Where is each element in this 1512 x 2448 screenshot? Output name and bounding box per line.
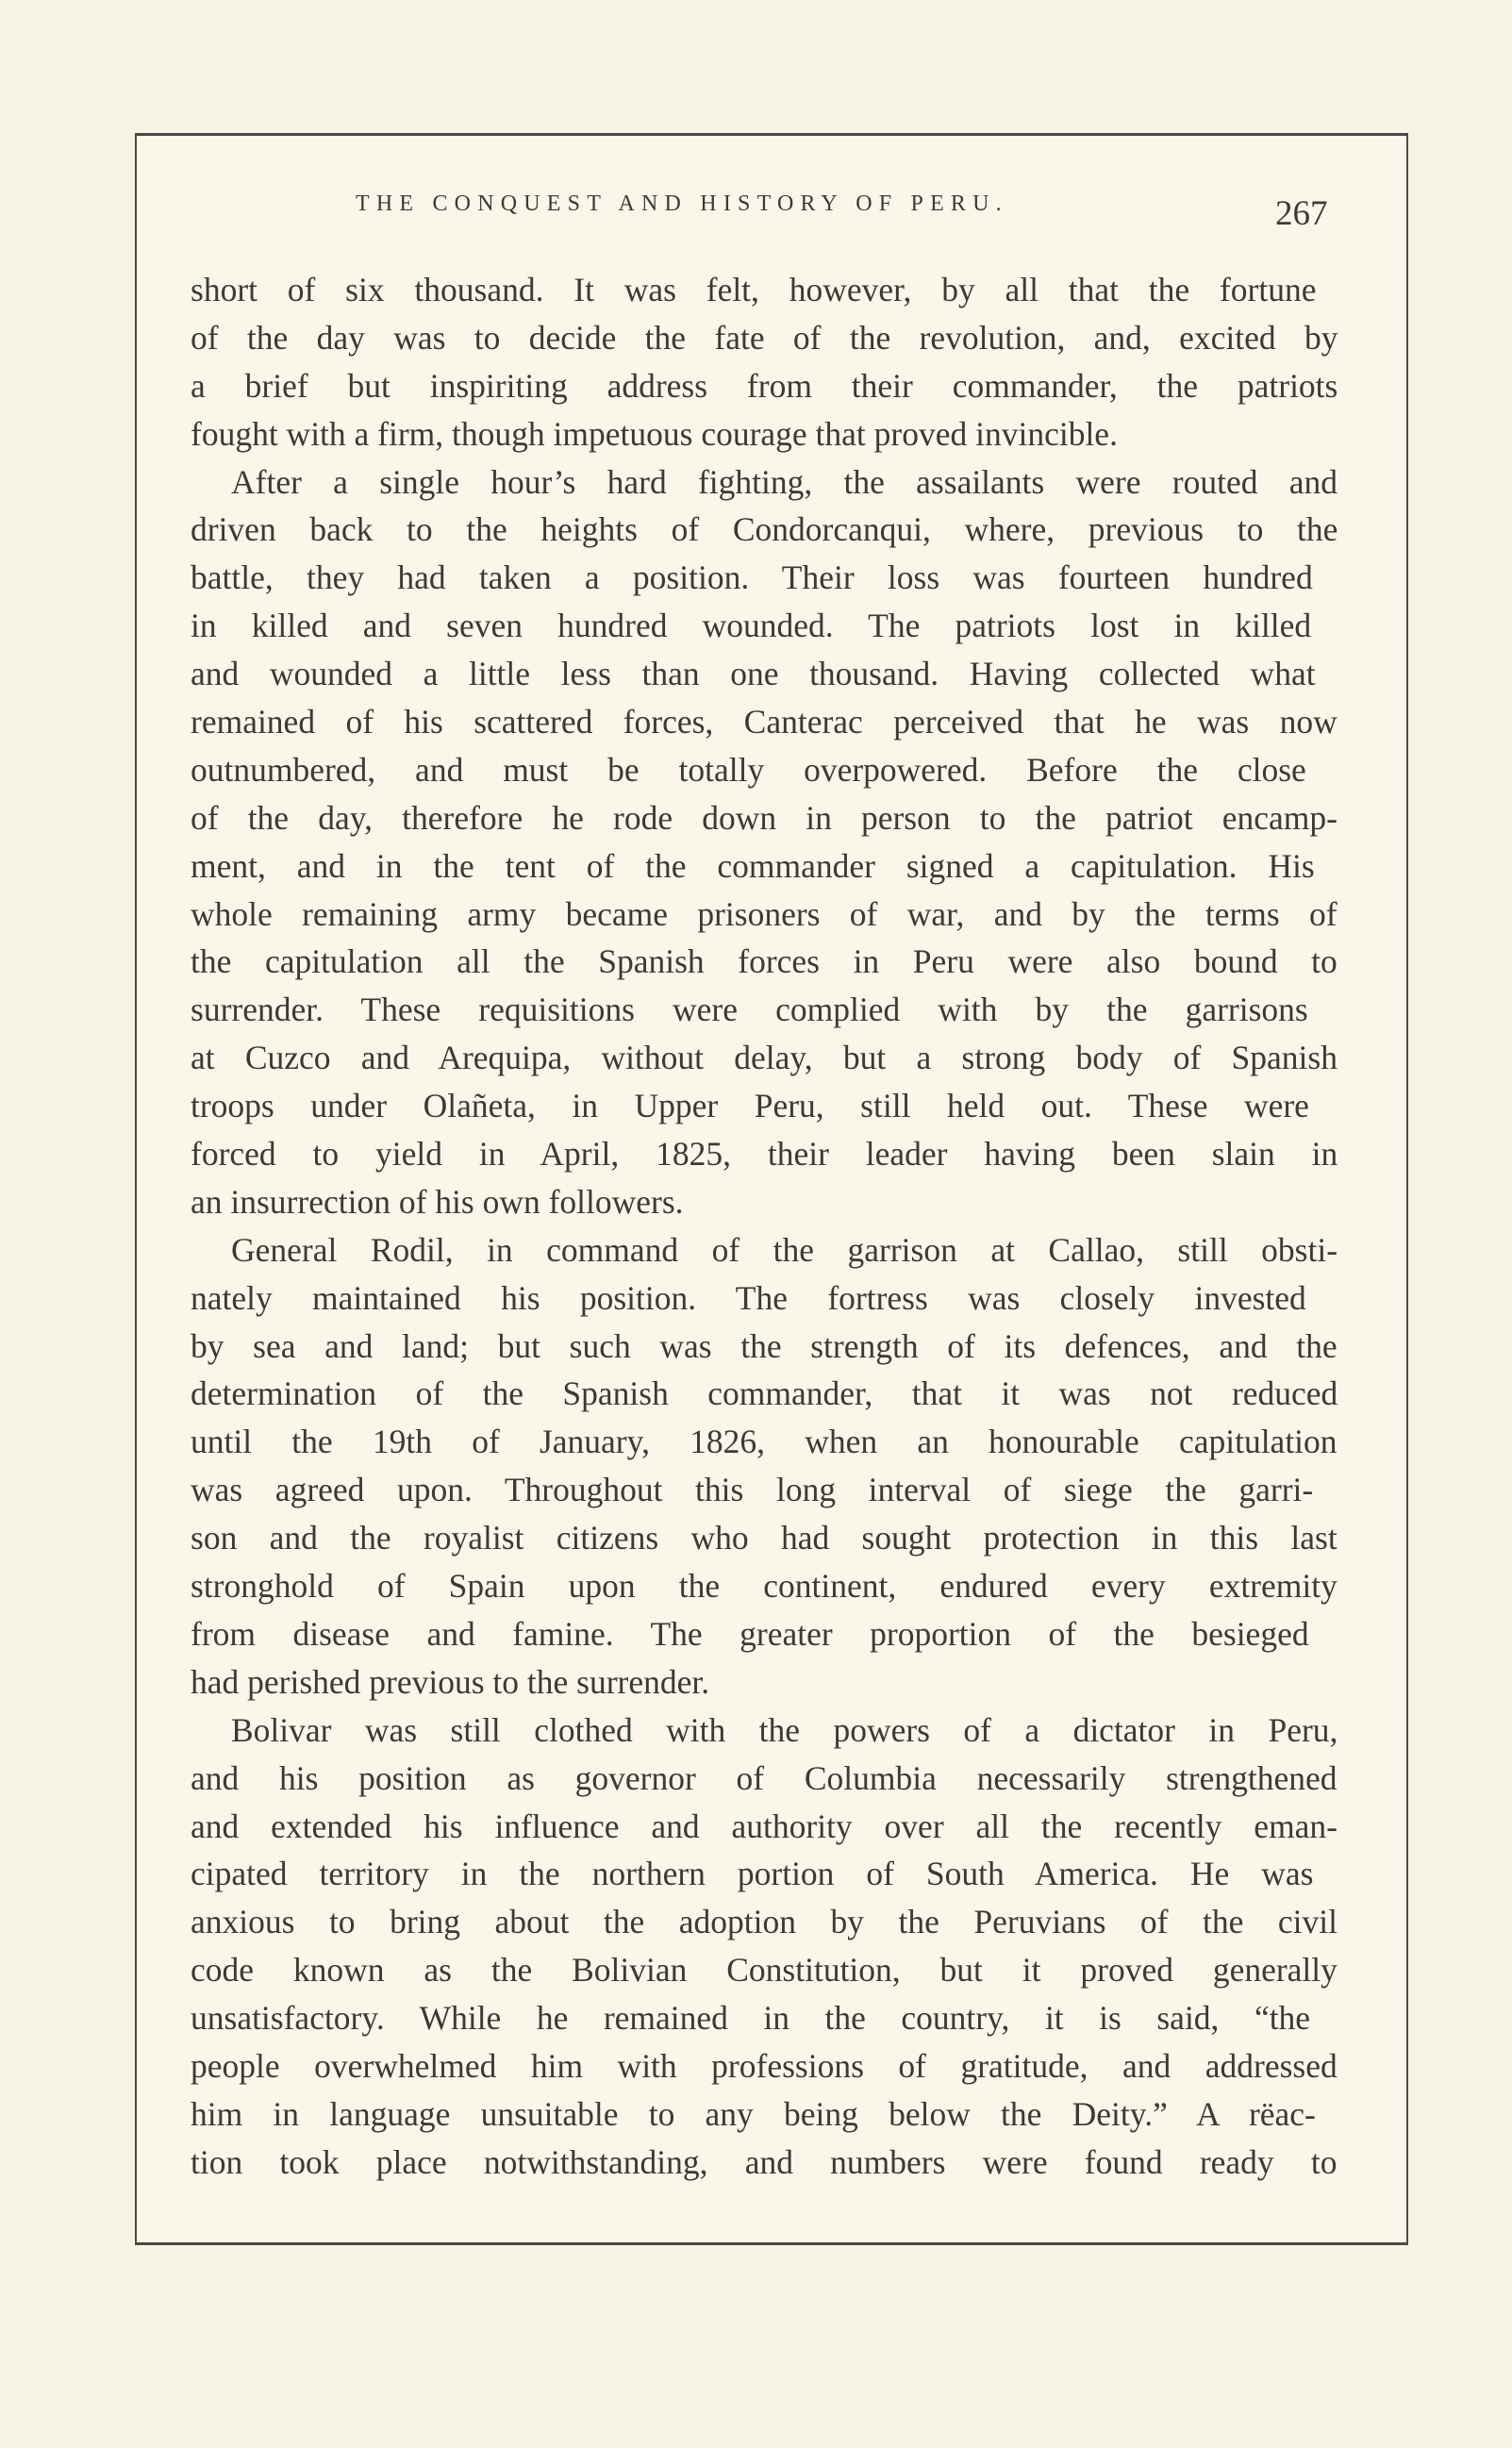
text-line: fought with a firm, though impetuous courage that proved invincible. [191,414,1118,453]
text-line: unsatisfactory. While he remained in the country, it is said, “the [191,1999,1311,2038]
paragraph-first-line: Bolivar was still clothed with the powers of a dictator in Peru, [231,1710,1338,1749]
text-line: stronghold of Spain upon the continent, endured every extremity [191,1567,1338,1606]
text-line: and wounded a little less than one thousand. Having collected what [191,655,1316,693]
text-line: of the day was to decide the fate of the revolution, and, excited by [191,318,1338,357]
text-line: him in language unsuitable to any being below the Deity.” A rëac- [191,2094,1316,2133]
text-line: anxious to bring about the adoption by the Peruvians of the civil [191,1903,1338,1941]
text-line: a brief but inspiriting address from their commander, the patriots [191,366,1338,405]
paragraph-first-line: After a single hour’s hard fighting, the assailants were routed and [231,462,1338,501]
text-line: nately maintained his position. The fortress was closely invested [191,1278,1306,1317]
text-line: at Cuzco and Arequipa, without delay, but a strong body of Spanish [191,1039,1338,1077]
text-line: cipated territory in the northern portion of South America. He was [191,1855,1314,1893]
text-line: and extended his influence and authority over all the recently eman- [191,1807,1338,1845]
body-text [191,266,1338,2187]
text-line: surrender. These requisitions were complied with by the garrisons [191,991,1308,1029]
text-line: of the day, therefore he rode down in person to the patriot encamp- [191,798,1338,837]
text-line: was agreed upon. Throughout this long interval of siege the garri- [191,1471,1314,1509]
text-line: outnumbered, and must be totally overpowered. Before the close [191,750,1306,789]
text-line: remained of his scattered forces, Canterac perceived that he was now [191,703,1338,741]
text-line: from disease and famine. The greater proportion of the besieged [191,1614,1309,1653]
text-line: people overwhelmed him with professions of gratitude, and addressed [191,2046,1338,2085]
text-line: determination of the Spanish commander, that it was not reduced [191,1374,1338,1413]
text-line: battle, they had taken a position. Their loss was fourteen hundred [191,558,1313,597]
text-line: code known as the Bolivian Constitution, but it proved generally [191,1951,1338,1990]
text-line: had perished previous to the surrender. [191,1662,710,1701]
text-line: forced to yield in April, 1825, their leader having been slain in [191,1135,1338,1174]
running-head: THE CONQUEST AND HISTORY OF PERU. [356,192,1008,216]
text-line: whole remaining army became prisoners of war, and by the terms of [191,894,1338,933]
text-line: son and the royalist citizens who had sought protection in this last [191,1519,1338,1557]
text-line: troops under Olañeta, in Upper Peru, still held out. These were [191,1087,1309,1125]
page-number: 267 [1275,194,1328,233]
text-line: and his position as governor of Columbia necessarily strengthened [191,1758,1338,1797]
text-line: in killed and seven hundred wounded. The patriots lost in killed [191,607,1312,645]
text-line: by sea and land; but such was the strength of its defences, and the [191,1326,1338,1365]
text-line: ment, and in the tent of the commander signed a capitulation. His [191,846,1315,885]
text-line: an insurrection of his own followers. [191,1182,684,1221]
text-line: short of six thousand. It was felt, however, by all that the fortune [191,271,1317,308]
paragraph-first-line: General Rodil, in command of the garrison at Callao, still obsti- [231,1230,1338,1269]
text-line: tion took place notwithstanding, and numbers were found ready to [191,2142,1338,2181]
text-line: until the 19th of January, 1826, when an honourable capitulation [191,1423,1338,1461]
text-line: the capitulation all the Spanish forces in Peru were also bound to [191,942,1338,981]
text-line: driven back to the heights of Condorcanqui, where, previous to the [191,510,1338,549]
